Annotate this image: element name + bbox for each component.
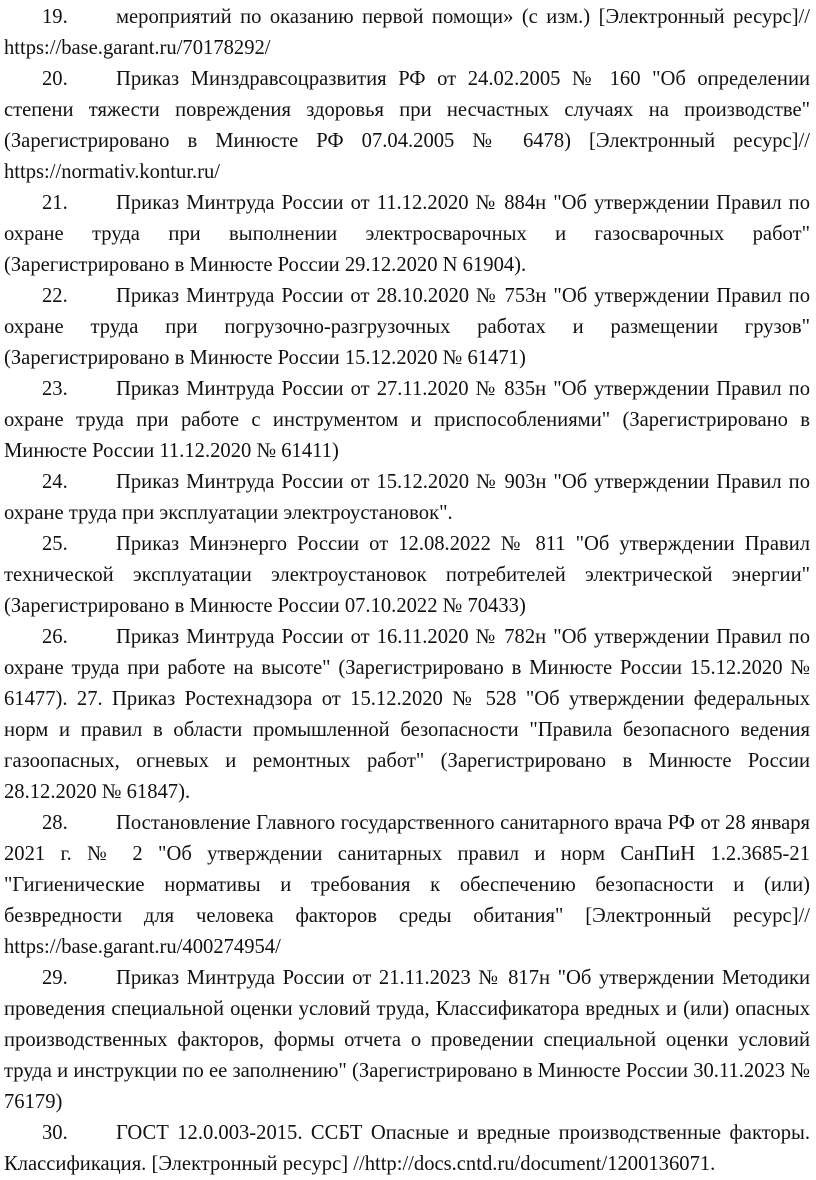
reference-text: Приказ Минтруда России от 11.12.2020 № 884н "Об утверждении Правил по охране труда при выполнении электросварочных и газосварочных работ" (Зарегистрировано в Минюсте России 29.12.2020 N 61904). <box>4 192 810 276</box>
reference-number: 23. <box>42 378 68 400</box>
reference-text: Приказ Минтруда России от 16.11.2020 № 782н "Об утверждении Правил по охране труда при работе на высоте" (Зарегистрировано в Минюсте России 15.12.2020 № 61477). 27. Приказ Ростехнадзора от 15.12.2020 № 528 "Об утверждении федеральных норм и правил в области промышленной безопасности "Правила безопасного ведения газоопасных, огневых и ремонтных работ" (Зарегистрировано в Минюсте России 28.12.2020 № 61847). <box>4 626 810 803</box>
reference-item <box>4 374 810 467</box>
reference-item <box>4 64 810 188</box>
reference-text: Приказ Минтруда России от 27.11.2020 № 835н "Об утверждении Правил по охране труда при работе с инструментом и приспособлениями" (Зарегистрировано в Минюсте России 11.12.2020 № 61411) <box>4 378 810 462</box>
reference-item <box>4 1118 810 1180</box>
reference-text: Приказ Минтруда России от 15.12.2020 № 903н "Об утверждении Правил по охране труда при эксплуатации электроустановок". <box>4 471 810 524</box>
reference-number: 30. <box>42 1122 68 1144</box>
reference-text: Приказ Минэнерго России от 12.08.2022 № 811 "Об утверждении Правил технической эксплуатации электроустановок потребителей электрической энергии" (Зарегистрировано в Минюсте России 07.10.2022 № 70433) <box>4 533 810 617</box>
reference-text: Приказ Минздравсоцразвития РФ от 24.02.2005 № 160 "Об определении степени тяжести повреждения здоровья при несчастных случаях на производстве" (Зарегистрировано в Минюсте РФ 07.04.2005 № 6478) [Электронный ресурс]// https://normativ.kontur.ru/ <box>4 68 810 183</box>
reference-number: 28. <box>42 812 68 834</box>
reference-item <box>4 622 810 808</box>
reference-number: 26. <box>42 626 68 648</box>
reference-item <box>4 188 810 281</box>
reference-item <box>4 467 810 529</box>
reference-number: 19. <box>42 6 68 28</box>
reference-text: Приказ Минтруда России от 21.11.2023 № 817н "Об утверждении Методики проведения специальной оценки условий труда, Классификатора вредных и (или) опасных производственных факторов, формы отчета о проведении специальной оценки условий труда и инструкции по ее заполнению" (Зарегистрировано в Минюсте России 30.11.2023 № 76179) <box>4 967 810 1113</box>
reference-text: Приказ Минтруда России от 28.10.2020 № 753н "Об утверждении Правил по охране труда при погрузочно-разгрузочных работах и размещении грузов" (Зарегистрировано в Минюсте России 15.12.2020 № 61471) <box>4 285 810 369</box>
reference-number: 20. <box>42 68 68 90</box>
reference-item <box>4 281 810 374</box>
reference-item <box>4 529 810 622</box>
reference-number: 29. <box>42 967 68 989</box>
reference-item <box>4 2 810 64</box>
reference-number: 25. <box>42 533 68 555</box>
reference-number: 24. <box>42 471 68 493</box>
reference-item <box>4 808 810 963</box>
reference-number: 22. <box>42 285 68 307</box>
reference-text: ГОСТ 12.0.003-2015. ССБТ Опасные и вредные производственные факторы. Классификация. [Электронный ресурс] //http://docs.cntd.ru/document/1200136071. <box>4 1122 810 1175</box>
reference-list <box>4 2 810 1180</box>
reference-number: 21. <box>42 192 68 214</box>
reference-item <box>4 963 810 1118</box>
reference-text: Постановление Главного государственного санитарного врача РФ от 28 января 2021 г. № 2 "Об утверждении санитарных правил и норм СанПиН 1.2.3685-21 "Гигиенические нормативы и требования к обеспечению безопасности и (или) безвредности для человека факторов среды обитания" [Электронный ресурс]// https://base.garant.ru/400274954/ <box>4 812 810 958</box>
reference-text: мероприятий по оказанию первой помощи» (с изм.) [Электронный ресурс]// https://base.garant.ru/70178292/ <box>4 6 810 59</box>
